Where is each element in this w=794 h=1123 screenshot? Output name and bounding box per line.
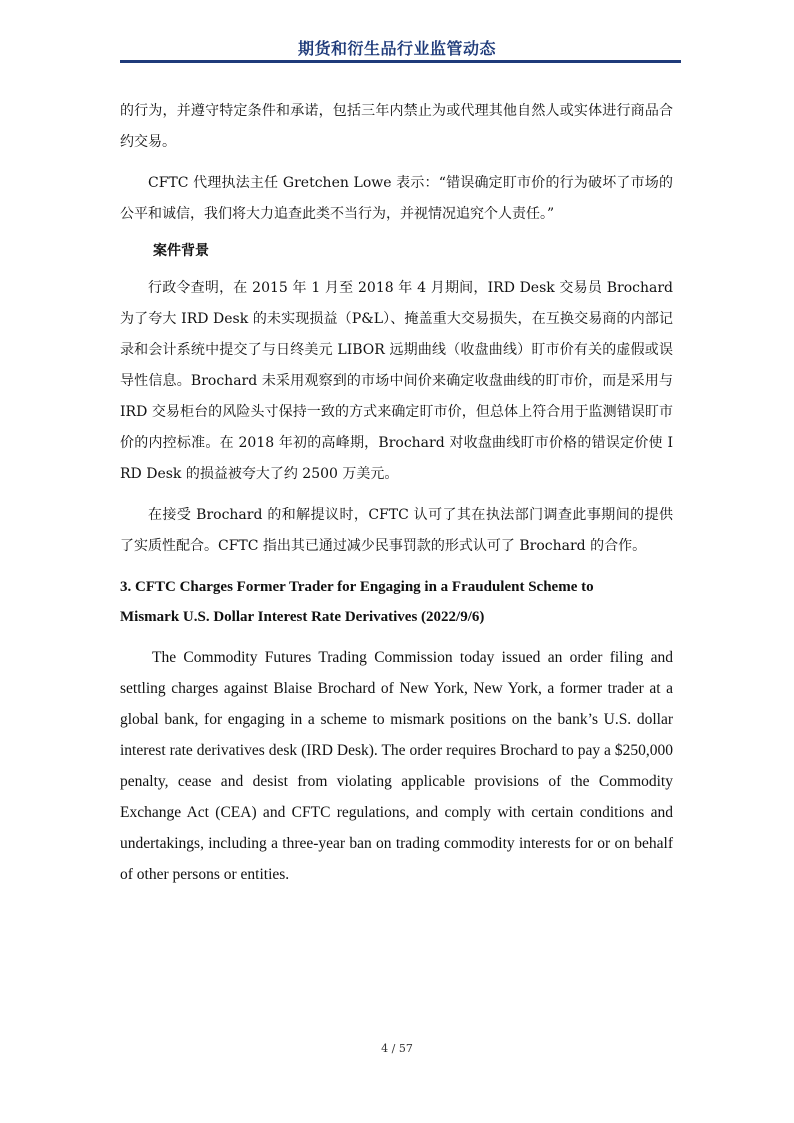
article-title-line-2: Mismark U.S. Dollar Interest Rate Derivatives (2022/9/6) bbox=[120, 609, 485, 625]
page-number: 4 / 57 bbox=[381, 1042, 413, 1055]
article-body-paragraph: The Commodity Futures Trading Commission today issued an order filing and settling charges against Blaise Brochard of New York, New York, a former trader at a global bank, for engaging in a scheme to mismark positions on the bank’s U.S. dollar interest rate derivatives desk (IRD Desk). The order requires Brochard to pay a $250,000 penalty, cease and desist from violating applicable provisions of the Commodity Exchange Act (CEA) and CFTC regulations, and comply with certain conditions and undertakings, including a three-year ban on trading commodity interests for or on behalf of other persons or entities. bbox=[120, 649, 673, 883]
section-heading: 案件背景 bbox=[153, 243, 209, 259]
article-title bbox=[120, 572, 673, 632]
article-title-line-1: 3. CFTC Charges Former Trader for Engaging in a Fraudulent Scheme to bbox=[120, 579, 594, 595]
paragraph-quote: CFTC 代理执法主任 Gretchen Lowe 表示：“错误确定盯市价的行为破坏了市场的公平和诚信，我们将大力追查此类不当行为，并视情况追究个人责任。” bbox=[120, 175, 673, 222]
document-body bbox=[120, 96, 673, 890]
paragraph-case-background: 行政令查明，在 2015 年 1 月至 2018 年 4 月期间，IRD Desk 交易员 Brochard 为了夸大 IRD Desk 的未实现损益（P&L）、掩盖重大交易损失，在互换交易商的内部记录和会计系统中提交了与日终美元 LIBOR 远期曲线（收盘曲线）盯市价有关的虚假或误导性信息。Brochard 未采用观察到的市场中间价来确定收盘曲线的盯市价，而是采用与 IRD 交易柜台的风险头寸保持一致的方式来确定盯市价，但总体上符合用于监测错误盯市价的内控标准。在 2018 年初的高峰期，Brochard 对收盘曲线盯市价格的错误定价使 IRD Desk 的损益被夸大了约 2500 万美元。 bbox=[120, 280, 673, 482]
paragraph-cooperation: 在接受 Brochard 的和解提议时，CFTC 认可了其在执法部门调查此事期间的提供了实质性配合。CFTC 指出其已通过减少民事罚款的形式认可了 Brochard 的合作。 bbox=[120, 507, 673, 554]
header-rule bbox=[120, 60, 681, 63]
paragraph-continuation: 的行为，并遵守特定条件和承诺，包括三年内禁止为或代理其他自然人或实体进行商品合约交易。 bbox=[120, 103, 673, 150]
page-header-title: 期货和衍生品行业监管动态 bbox=[297, 39, 496, 58]
